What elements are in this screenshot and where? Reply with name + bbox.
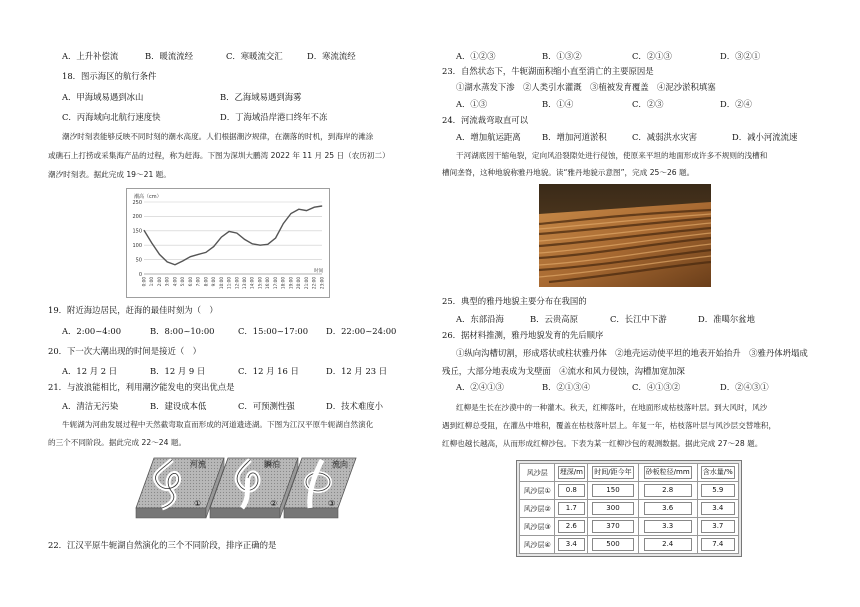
tide-point xyxy=(144,230,145,231)
q26-stem: 26．据材料推测，雅丹地貌发育的先后顺序 xyxy=(442,330,604,340)
q18-stem: 18．图示海区的航行条件 xyxy=(62,71,157,81)
q20-option-d[interactable]: D．12 月 23 日 xyxy=(326,366,388,376)
y-tick-label: 50 xyxy=(135,257,142,264)
table-cell: 3.7 xyxy=(697,518,738,536)
y-tick-label: 250 xyxy=(132,199,142,206)
q18-option-d[interactable]: D．丁海域沿岸港口终年不冻 xyxy=(220,112,328,122)
y-tick-label: 150 xyxy=(132,228,142,235)
passage-tide-line2: 或礁石上打捞或采集海产品的过程，称为赶海。下图为深圳大鹏湾 2022 年 11 月 25 日（农历初二） xyxy=(48,151,390,160)
tide-point xyxy=(190,256,191,257)
tide-point xyxy=(244,239,245,240)
passage-tamarisk-line1: 红柳是生长在沙漠中的一种灌木。秋天，红柳落叶，在地面形成枯枝落叶层。到大风时，风沙 xyxy=(456,403,768,412)
q26-option-a[interactable]: A．②④①③ xyxy=(456,382,504,392)
x-tick-label: 9:00 xyxy=(211,277,217,287)
passage-tide-line1: 潮汐时刻表能够反映不同时刻的潮水高度。人们根据潮汐规律，在潮落的时机，到海岸的滩涂 xyxy=(62,132,374,141)
table-row xyxy=(520,482,739,500)
tide-chart xyxy=(126,188,330,298)
left-column xyxy=(44,0,444,607)
tide-point xyxy=(236,233,237,234)
table-header-row xyxy=(520,464,739,482)
table-header-cell: 埋深/m xyxy=(555,464,588,482)
q21-stem: 21．与波浪能相比，利用潮汐能发电的突出优点是 xyxy=(48,382,235,392)
q20-option-a[interactable]: A．12 月 2 日 xyxy=(62,366,118,376)
q26-option-b[interactable]: B．②①③④ xyxy=(542,382,591,392)
stage-label-1: 河流 xyxy=(190,460,206,469)
tide-point xyxy=(198,254,199,255)
x-tick-label: 10:00 xyxy=(218,277,224,290)
table-header-cell: 含水量/% xyxy=(697,464,738,482)
x-tick-label: 1:00 xyxy=(149,277,155,287)
q24-option-c[interactable]: C．减弱洪水灾害 xyxy=(632,132,698,142)
q24-option-a[interactable]: A．增加航运距离 xyxy=(456,132,521,142)
q24-option-b[interactable]: B．增加河道淤积 xyxy=(542,132,607,142)
table-cell: 150 xyxy=(588,482,639,500)
q18-option-c[interactable]: C．丙海域向北航行速度快 xyxy=(62,112,161,122)
tide-point xyxy=(213,246,214,247)
q26-items-line2: 残丘，大部分地表成为戈壁面 ④流水和风力侵蚀，沟槽加宽加深 xyxy=(442,366,685,376)
x-tick-label: 0:00 xyxy=(141,277,147,287)
chart-xlabel: 时间 xyxy=(314,269,324,274)
tide-point xyxy=(267,244,268,245)
x-tick-label: 15:00 xyxy=(257,277,263,290)
q22-option-d[interactable]: D．③②① xyxy=(720,51,761,61)
q25-option-a[interactable]: A．东部沿海 xyxy=(456,314,504,324)
tide-point xyxy=(175,264,176,265)
q19-option-d[interactable]: D．22:00~24:00 xyxy=(326,326,397,336)
q21-option-c[interactable]: C．可预测性强 xyxy=(238,401,295,411)
tide-point xyxy=(260,245,261,246)
tide-point xyxy=(167,262,168,263)
passage-tamarisk-line2: 遇到红柳总受阻，在灌丛中堆积，覆盖在枯枝落叶层上。年复一年，枯枝落叶层与风沙层交替堆积， xyxy=(442,421,777,430)
passage-tide-line3: 潮汐时刻表。据此完成 19～21 题。 xyxy=(48,170,171,179)
table-cell: 5.9 xyxy=(697,482,738,500)
q26-option-c[interactable]: C．④①③② xyxy=(632,382,681,392)
tide-point xyxy=(221,237,222,238)
q22-option-b[interactable]: B．①③② xyxy=(542,51,582,61)
stage-num-1: ① xyxy=(194,499,202,508)
q20-stem: 20．下一次大潮出现的时间是接近（ ） xyxy=(48,346,202,356)
tide-point xyxy=(206,252,207,253)
tide-point xyxy=(229,231,230,232)
y-tick-label: 200 xyxy=(132,214,142,221)
tide-point xyxy=(275,238,276,239)
chart-ylabel: 潮高（cm） xyxy=(134,194,162,200)
q21-option-a[interactable]: A．清洁无污染 xyxy=(62,401,119,411)
x-tick-label: 5:00 xyxy=(180,277,186,287)
x-tick-label: 17:00 xyxy=(272,277,278,290)
stage-label-2: 瞬泊 xyxy=(264,460,280,469)
table-cell: 3.4 xyxy=(555,536,588,554)
tide-point xyxy=(306,210,307,211)
q17-option-b[interactable]: B．暖流流经 xyxy=(145,51,194,61)
yardang-landform-photo xyxy=(539,184,711,287)
q17-option-a[interactable]: A．上升补偿流 xyxy=(62,51,119,61)
q17-option-c[interactable]: C．寒暖流交汇 xyxy=(226,51,283,61)
stage-num-2: ② xyxy=(270,499,278,508)
q23-option-a[interactable]: A．①③ xyxy=(456,99,488,109)
q25-option-c[interactable]: C．长江中下游 xyxy=(610,314,667,324)
tide-point xyxy=(291,213,292,214)
table-row xyxy=(520,536,739,554)
table-cell: 0.8 xyxy=(555,482,588,500)
q20-option-b[interactable]: B．12 月 9 日 xyxy=(150,366,206,376)
table-cell: 1.7 xyxy=(555,500,588,518)
q22-option-c[interactable]: C．②①③ xyxy=(632,51,672,61)
q19-option-a[interactable]: A．2:00~4:00 xyxy=(62,326,122,336)
q19-option-b[interactable]: B．8:00~10:00 xyxy=(150,326,215,336)
q22-option-a[interactable]: A．①②③ xyxy=(456,51,496,61)
q26-option-d[interactable]: D．②④③① xyxy=(720,382,769,392)
y-tick-label: 0 xyxy=(138,271,142,278)
q22-stem: 22．江汉平原牛轭湖自然演化的三个不同阶段，排序正确的是 xyxy=(48,540,277,550)
table-cell: 500 xyxy=(588,536,639,554)
table-cell: 风沙层③ xyxy=(520,518,555,536)
x-tick-label: 4:00 xyxy=(172,277,178,287)
x-tick-label: 3:00 xyxy=(164,277,170,287)
table-cell: 370 xyxy=(588,518,639,536)
x-tick-label: 11:00 xyxy=(226,277,232,290)
table-cell: 风沙层④ xyxy=(520,536,555,554)
q18-option-a[interactable]: A．甲海域易遇到冰山 xyxy=(62,92,144,102)
oxbow-lake-diagram xyxy=(132,452,358,524)
table-row xyxy=(520,518,739,536)
x-tick-label: 8:00 xyxy=(203,277,209,287)
passage-yardang-line2: 槽间垄脊，这种地貌称雅丹地貌。读“雅丹地貌示意图”，完成 25～26 题。 xyxy=(442,168,695,177)
table-cell: 风沙层② xyxy=(520,500,555,518)
stage-num-3: ③ xyxy=(328,499,336,508)
passage-oxbow-line1: 牛轭湖为河曲发展过程中天然截弯取直而形成的河道遗迹湖。下图为江汉平原牛轭湖自然演化 xyxy=(62,420,374,429)
table-cell: 7.4 xyxy=(697,536,738,554)
q19-option-c[interactable]: C．15:00~17:00 xyxy=(238,326,309,336)
right-column xyxy=(442,0,842,607)
table-cell: 2.6 xyxy=(555,518,588,536)
tide-point xyxy=(314,207,315,208)
sand-layer-table xyxy=(519,463,739,554)
q25-option-b[interactable]: B．云贵高原 xyxy=(530,314,579,324)
q21-option-d[interactable]: D．技术难度小 xyxy=(326,401,383,411)
q23-option-c[interactable]: C．②③ xyxy=(632,99,664,109)
x-tick-label: 2:00 xyxy=(156,277,162,287)
q25-option-d[interactable]: D．准噶尔盆地 xyxy=(698,314,755,324)
tide-point xyxy=(322,206,323,207)
x-tick-label: 13:00 xyxy=(242,277,248,290)
table-header-cell: 风沙层 xyxy=(520,464,555,482)
q20-option-c[interactable]: C．12 月 16 日 xyxy=(238,366,299,376)
q19-stem: 19．附近海边居民，赶海的最佳时刻为（ ） xyxy=(48,305,218,315)
q25-stem: 25．典型的雅丹地貌主要分布在我国的 xyxy=(442,296,587,306)
table-cell: 风沙层① xyxy=(520,482,555,500)
table-cell: 3.3 xyxy=(638,518,697,536)
q23-option-d[interactable]: D．②④ xyxy=(720,99,752,109)
x-tick-label: 6:00 xyxy=(187,277,193,287)
q18-option-b[interactable]: B．乙海域易遇到海雾 xyxy=(220,92,302,102)
x-tick-label: 21:00 xyxy=(303,277,309,290)
q21-option-b[interactable]: B．建设成本低 xyxy=(150,401,207,411)
q23-items: ①湖水蒸发下渗 ②人类引水灌溉 ③植被发育覆盖 ④泥沙淤积填塞 xyxy=(456,82,716,92)
table-cell: 300 xyxy=(588,500,639,518)
table-header-cell: 砂板粒径/mm xyxy=(638,464,697,482)
x-tick-label: 20:00 xyxy=(296,277,302,290)
tide-point xyxy=(252,243,253,244)
table-cell: 2.4 xyxy=(638,536,697,554)
x-tick-label: 12:00 xyxy=(234,277,240,290)
q23-stem: 23．自然状态下，牛轭湖面积缩小直至消亡的主要原因是 xyxy=(442,66,654,76)
x-tick-label: 19:00 xyxy=(288,277,294,290)
q24-option-d[interactable]: D．减小河流流速 xyxy=(732,132,798,142)
passage-oxbow-line2: 的三个不同阶段。据此完成 22～24 题。 xyxy=(48,438,187,447)
x-tick-label: 14:00 xyxy=(249,277,255,290)
y-tick-label: 100 xyxy=(132,243,142,249)
table-cell: 2.8 xyxy=(638,482,697,500)
q23-option-b[interactable]: B．①④ xyxy=(542,99,574,109)
x-tick-label: 7:00 xyxy=(195,277,201,287)
table-cell: 3.6 xyxy=(638,500,697,518)
q24-stem: 24．河流裁弯取直可以 xyxy=(442,115,529,125)
table-header-cell: 时间/距今年 xyxy=(588,464,639,482)
tide-point xyxy=(298,209,299,210)
tide-point xyxy=(283,223,284,224)
tide-point xyxy=(159,254,160,255)
tide-point xyxy=(182,261,183,262)
x-tick-label: 18:00 xyxy=(280,277,286,290)
sand-layer-table-wrap xyxy=(516,460,742,557)
stage-label-3: 流向 xyxy=(332,460,348,469)
table-row xyxy=(520,500,739,518)
passage-tamarisk-line3: 红柳也越长越高，从而形成红柳沙包。下表为某一红柳沙包的观测数据。据此完成 27～28 题。 xyxy=(442,439,763,448)
x-tick-label: 16:00 xyxy=(265,277,271,290)
tide-point xyxy=(151,242,152,243)
passage-yardang-line1: 干河湖底因干缩龟裂，定向风沿裂隙处进行侵蚀，使原来平坦的地面形成许多不规则的浅槽和 xyxy=(456,151,768,160)
x-tick-label: 22:00 xyxy=(311,277,317,290)
x-tick-label: 23:00 xyxy=(319,277,325,290)
q26-items-line1: ①纵向沟槽切割，形成塔状或柱状雅丹体 ②地壳运动使平坦的地表开始抬升 ③雅丹体坍塌成 xyxy=(456,348,808,358)
table-cell: 3.4 xyxy=(697,500,738,518)
q17-option-d[interactable]: D．寒流流经 xyxy=(307,51,356,61)
